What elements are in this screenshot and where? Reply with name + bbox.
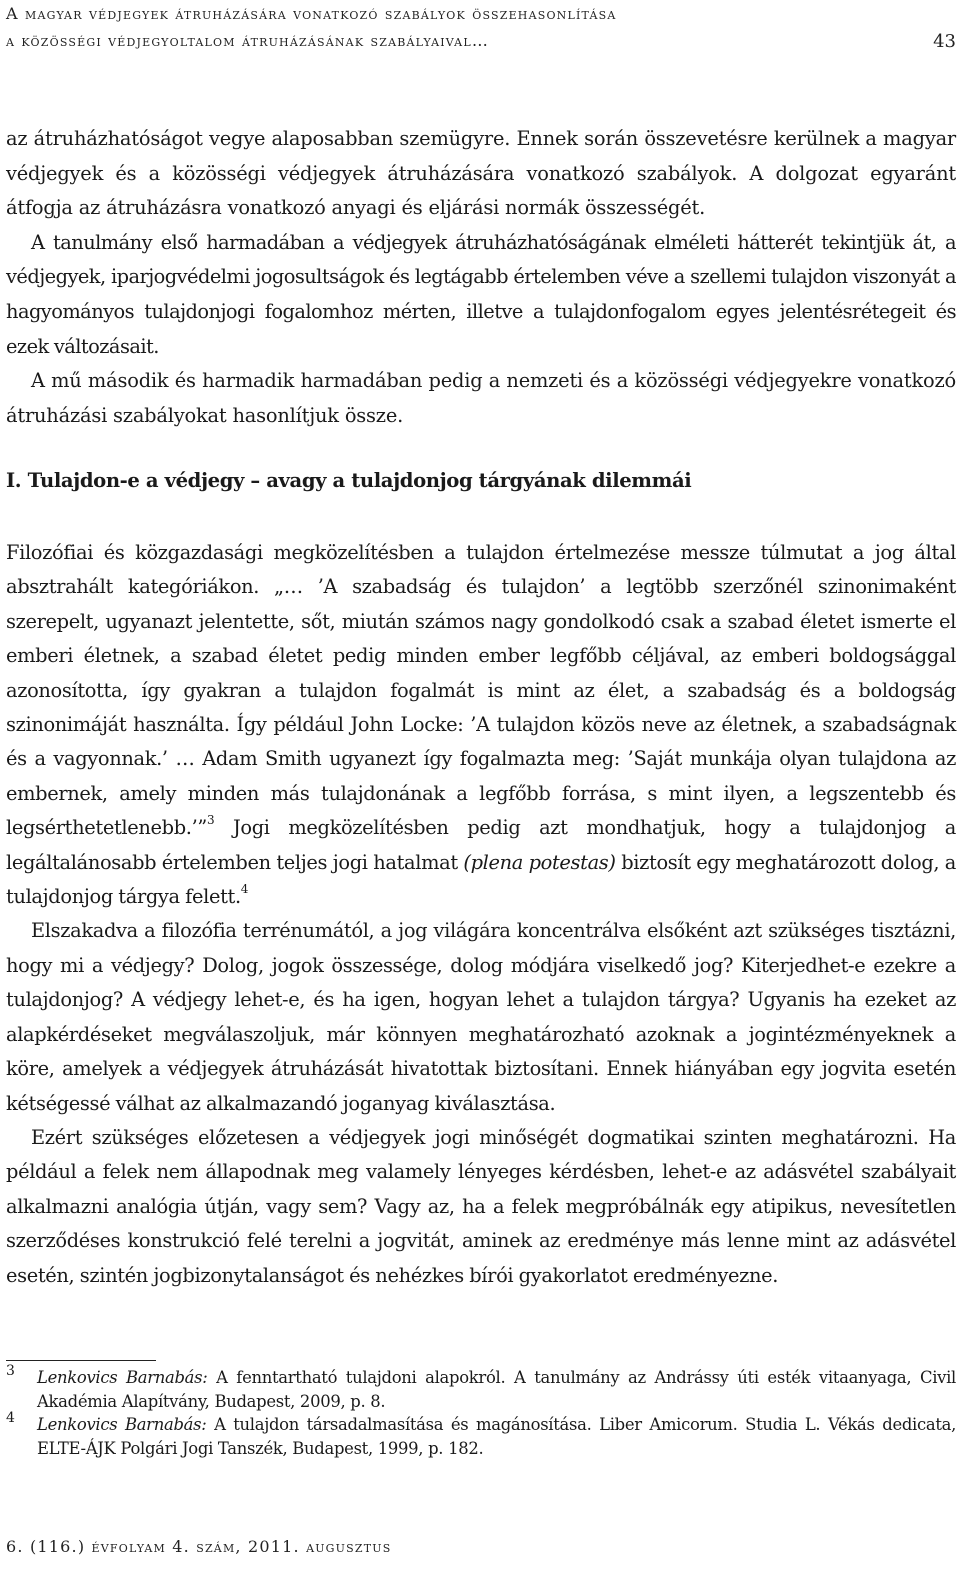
latin-term: (plena potestas) (463, 850, 616, 874)
intro-paragraph-2: A tanulmány első harmadában a védjegyek átruházhatóságának elméleti hátterét tekintjük át, a védjegyek, iparjogvédelmi jogosultságok és legtágabb értelemben véve a szellemi tulajdon viszonyát a hagyományos tulajdonjogi fogalomhoz mérten, illetve a tulajdonfogalom egyes jelentésrétegeit és ezek változásait. (6, 230, 956, 358)
main-section (6, 536, 956, 1293)
main-paragraph-1-text-c: biztosít egy meghatározott dolog, a tulajdonjog tárgya felett. (6, 850, 957, 909)
page-number: 43 (933, 31, 956, 52)
main-paragraph-3: Ezért szükséges előzetesen a védjegyek jogi minőségét dogmatikai szinten meghatározni. Ha például a felek nem állapodnak meg valamely lényeges kérdésben, lehet-e az adásvétel szabályait alkalmazni analógia útján, vagy sem? Vagy az, ha a felek megpróbálnák egy atipikus, nevesítetlen szerződéses konstrukció felé terelni a jogvitát, aminek az eredménye más lenne mint az adásvétel esetén, szintén jogbizonytalanságot és nehézkes bírói gyakorlatot eredményezne. (6, 1125, 956, 1287)
footnote-text (37, 1368, 956, 1411)
running-head-line-1: A magyar védjegyek átruházására vonatkozó szabályok összehasonlítása (6, 4, 617, 23)
intro-paragraph-1: az átruházhatóságot vegye alaposabban szemügyre. Ennek során összevetésre kerülnek a magyar védjegyek és a közösségi védjegyek átruházására vonatkozó szabályok. A dolgozat egyaránt átfogja az átruházásra vonatkozó anyagi és eljárási normák összességét. (6, 127, 956, 220)
footnote-ref-3[interactable]: 3 (206, 812, 215, 827)
footnote-text (37, 1415, 956, 1458)
main-paragraph-1-text-b: Jogi megközelítésben pedig azt mondhatjuk, hogy a tulajdonjog a legáltalánosabb értelemben teljes jogi hatalmat (6, 816, 956, 874)
intro-section (6, 122, 956, 433)
footnote-author: Lenkovics Barnabás: (37, 1415, 207, 1434)
main-paragraph-1 (6, 536, 956, 914)
footnote-4 (6, 1410, 956, 1460)
footnote-3 (6, 1363, 956, 1413)
running-head-line-2: a közösségi védjegyoltalom átruházásának szabályaival… (6, 31, 490, 50)
page-footer: 6. (116.) évfolyam 4. szám, 2011. augusztus (6, 1537, 392, 1556)
footnote-separator (6, 1360, 156, 1361)
intro-paragraph-3: A mű második és harmadik harmadában pedig a nemzeti és a közösségi védjegyekre vonatkozó átruházási szabályokat hasonlítjuk össze. (6, 369, 956, 427)
footnote-citation: A fenntartható tulajdoni alapokról. A tanulmány az Andrássy úti esték vitaanyaga, Civil Akadémia Alapítvány, Budapest, 2009, p. 8. (37, 1368, 956, 1411)
main-paragraph-1-text-a: Filozófiai és közgazdasági megközelítésben a tulajdon értelmezése messze túlmutat a jog által absztrahált kategóriákon. „… ’A szabadság és tulajdon’ a legtöbb szerzőnél szinonimaként szerepelt, ugyanazt jelentette, sőt, miután számos nagy gondolkodó csak a szabad életet ismerte el emberi életnek, a szabad életet pedig minden ember legfőbb céljával, az emberi boldogsággal azonosította, így gyakran a tulajdon fogalmát is mint az élet, a szabadság és a boldogság szinonimáját használta. Így például John Locke: ’A tulajdon közös neve az életnek, a szabadságnak és a vagyonnak.’ … Adam Smith ugyanezt így fogalmazta meg: ’Saját munkája olyan tulajdona az embernek, amely minden más tulajdonának a legfőbb forrása, s mint ilyen, a legszentebb és legsérthetetlenebb.’” (6, 541, 956, 840)
footnote-number: 3 (6, 1363, 15, 1379)
running-head (6, 0, 956, 54)
footnote-number: 4 (6, 1410, 15, 1426)
section-heading: I. Tulajdon-e a védjegy – avagy a tulajdonjog tárgyának dilemmái (6, 469, 692, 492)
footnote-citation: A tulajdon társadalmasítása és magánosítása. Liber Amicorum. Studia L. Vékás dedicata, ELTE-ÁJK Polgári Jogi Tanszék, Budapest, 1999, p. 182. (37, 1415, 956, 1458)
footnote-author: Lenkovics Barnabás: (37, 1368, 208, 1387)
footnotes (6, 1363, 956, 1460)
main-paragraph-2: Elszakadva a filozófia terrénumától, a jog világára koncentrálva elsőként azt szükséges tisztázni, hogy mi a védjegy? Dolog, jogok összessége, dolog módjára viselkedő jog? Kiterjedhet-e ezekre a tulajdonjog? A védjegy lehet-e, és ha igen, hogyan lehet a tulajdon tárgya? Ugyanis ha ezeket az alapkérdéseket megválaszoljuk, már könnyen meghatározható azoknak a jogintézményeknek a köre, amelyek a védjegyek átruházását hivatottak biztosítani. Ennek hiányában egy jogvita esetén kétségessé válhat az alkalmazandó joganyag kiválasztása. (6, 919, 956, 1115)
footnote-ref-4[interactable]: 4 (240, 881, 249, 896)
